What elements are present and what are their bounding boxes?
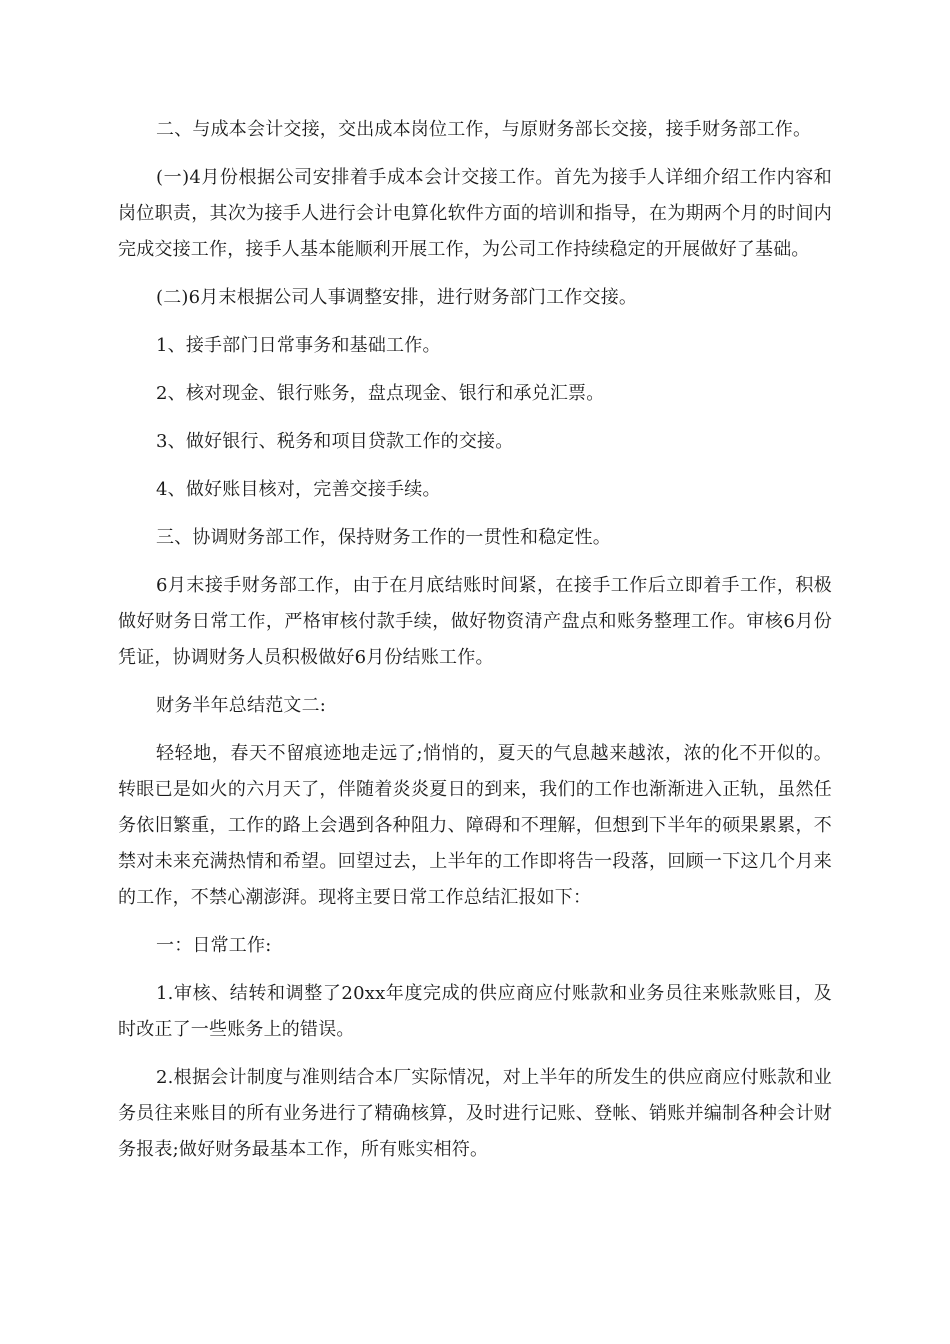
paragraph-daily-work-2: 2.根据会计制度与准则结合本厂实际情况，对上半年的所发生的供应商应付账款和业务员往来账目的所有业务进行了精确核算，及时进行记账、登帐、销账并编制各种会计财务报表;做好财务最基本工作，所有账实相符。 — [118, 1067, 832, 1160]
section-heading-daily-work: 一：日常工作: — [156, 935, 272, 956]
list-item-4: 4、做好账目核对，完善交接手续。 — [156, 479, 441, 500]
section-title-sample-two: 财务半年总结范文二: — [156, 695, 327, 716]
paragraph-june-handover: (二)6月末根据公司人事调整安排，进行财务部门工作交接。 — [156, 287, 638, 308]
list-item-1: 1、接手部门日常事务和基础工作。 — [156, 335, 441, 356]
paragraph-handover-cost-accounting: 二、与成本会计交接，交出成本岗位工作，与原财务部长交接，接手财务部工作。 — [156, 119, 812, 140]
paragraph-intro-spring-summer: 轻轻地，春天不留痕迹地走远了;悄悄的，夏天的气息越来越浓，浓的化不开似的。转眼已是如火的六月天了，伴随着炎炎夏日的到来，我们的工作也渐渐进入正轨，虽然任务依旧繁重，工作的路上会遇到各种阻力、障碍和不理解，但想到下半年的硕果累累，不禁对未来充满热情和希望。回望过去，上半年的工作即将告一段落，回顾一下这几个月来的工作，不禁心潮澎湃。现将主要日常工作总结汇报如下： — [118, 743, 832, 908]
section-heading-three: 三、协调财务部工作，保持财务工作的一贯性和稳定性。 — [156, 527, 611, 548]
paragraph-june-takeover: 6月末接手财务部工作，由于在月底结账时间紧，在接手工作后立即着手工作，积极做好财务日常工作，严格审核付款手续，做好物资清产盘点和账务整理工作。审核6月份凭证，协调财务人员积极做好6月份结账工作。 — [118, 575, 832, 668]
paragraph-daily-work-1: 1.审核、结转和调整了20xx年度完成的供应商应付账款和业务员往来账款账目，及时改正了一些账务上的错误。 — [118, 983, 832, 1040]
list-item-3: 3、做好银行、税务和项目贷款工作的交接。 — [156, 431, 514, 452]
paragraph-april-handover: (一)4月份根据公司安排着手成本会计交接工作。首先为接手人详细介绍工作内容和岗位职责，其次为接手人进行会计电算化软件方面的培训和指导，在为期两个月的时间内完成交接工作，接手人基本能顺利开展工作，为公司工作持续稳定的开展做好了基础。 — [118, 167, 832, 260]
list-item-2: 2、核对现金、银行账务，盘点现金、银行和承兑汇票。 — [156, 383, 605, 404]
